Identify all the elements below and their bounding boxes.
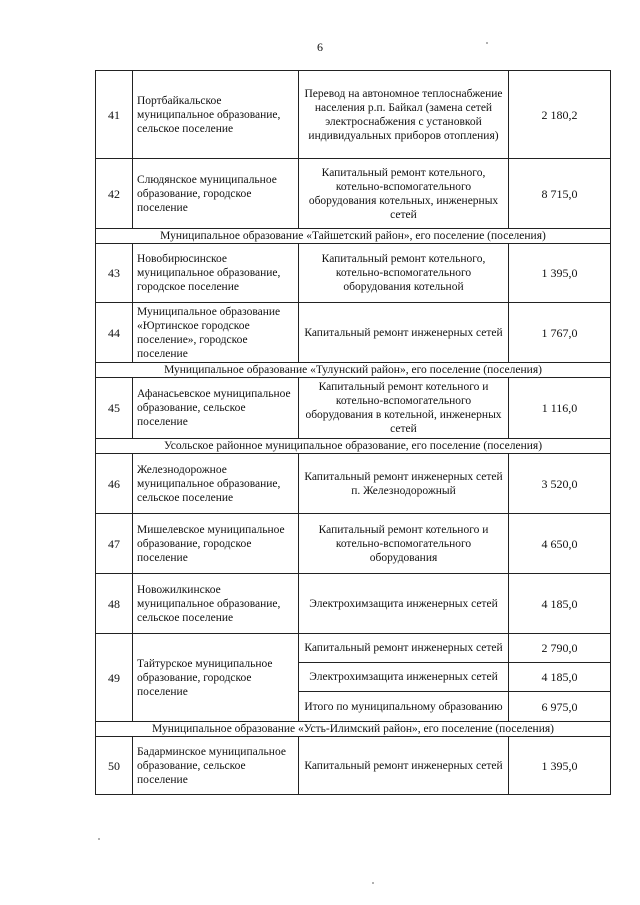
- row-number: 50: [96, 737, 133, 795]
- row-number: 42: [96, 159, 133, 229]
- municipality-name: Бадарминское муниципальное образование, сельское поселение: [133, 737, 299, 795]
- row-number: 44: [96, 303, 133, 363]
- amount: 2 180,2: [509, 71, 611, 159]
- amount: 4 185,0: [509, 574, 611, 634]
- scan-speck: [98, 838, 100, 840]
- municipality-name: Мишелевское муниципальное образование, городское поселение: [133, 514, 299, 574]
- table-row: [96, 244, 611, 303]
- work-description: Капитальный ремонт инженерных сетей: [299, 634, 509, 663]
- amount: 3 520,0: [509, 454, 611, 514]
- row-number: 48: [96, 574, 133, 634]
- funding-table: [95, 70, 611, 795]
- work-description: Перевод на автономное теплоснабжение населения р.п. Байкал (замена сетей электроснабжения с установкой индивидуальных приборов отопления): [299, 71, 509, 159]
- section-header-row: [96, 722, 611, 737]
- work-description: Электрохимзащита инженерных сетей: [299, 574, 509, 634]
- section-title: Муниципальное образование «Тулунский район», его поселение (поселения): [96, 363, 611, 378]
- amount: 1 767,0: [509, 303, 611, 363]
- work-description: Капитальный ремонт котельного, котельно-вспомогательного оборудования котельной: [299, 244, 509, 303]
- municipality-name: Слюдянское муниципальное образование, городское поселение: [133, 159, 299, 229]
- municipality-name: Муниципальное образование «Юртинское городское поселение», городское поселение: [133, 303, 299, 363]
- municipality-name: Новобирюсинское муниципальное образование, городское поселение: [133, 244, 299, 303]
- table-row: [96, 574, 611, 634]
- work-description: Электрохимзащита инженерных сетей: [299, 663, 509, 692]
- table-row: [96, 71, 611, 159]
- row-number: 43: [96, 244, 133, 303]
- total-label: Итого по муниципальному образованию: [299, 692, 509, 722]
- work-description: Капитальный ремонт котельного и котельно-вспомогательного оборудования: [299, 514, 509, 574]
- table-row: [96, 454, 611, 514]
- amount: 4 650,0: [509, 514, 611, 574]
- work-description: Капитальный ремонт котельного, котельно-вспомогательного оборудования котельных, инженерных сетей: [299, 159, 509, 229]
- amount: 4 185,0: [509, 663, 611, 692]
- row-number: 49: [96, 634, 133, 722]
- amount: 1 395,0: [509, 244, 611, 303]
- page-number: 6: [317, 40, 323, 54]
- section-header-row: [96, 439, 611, 454]
- total-amount: 6 975,0: [509, 692, 611, 722]
- work-description: Капитальный ремонт котельного и котельно-вспомогательного оборудования в котельной, инженерных сетей: [299, 378, 509, 439]
- row-number: 45: [96, 378, 133, 439]
- municipality-name: Тайтурское муниципальное образование, городское поселение: [133, 634, 299, 722]
- table-row: [96, 737, 611, 795]
- work-description: Капитальный ремонт инженерных сетей: [299, 303, 509, 363]
- municipality-name: Новожилкинское муниципальное образование, сельское поселение: [133, 574, 299, 634]
- row-number: 41: [96, 71, 133, 159]
- work-description: Капитальный ремонт инженерных сетей п. Железнодорожный: [299, 454, 509, 514]
- scan-speck: [372, 882, 374, 884]
- section-header-row: [96, 363, 611, 378]
- table-row: [96, 514, 611, 574]
- municipality-name: Портбайкальское муниципальное образование, сельское поселение: [133, 71, 299, 159]
- amount: 8 715,0: [509, 159, 611, 229]
- table-row: [96, 378, 611, 439]
- section-title: Муниципальное образование «Тайшетский район», его поселение (поселения): [96, 229, 611, 244]
- section-title: Усольское районное муниципальное образование, его поселение (поселения): [96, 439, 611, 454]
- section-header-row: [96, 229, 611, 244]
- scan-speck: [486, 42, 488, 44]
- municipality-name: Железнодорожное муниципальное образование, сельское поселение: [133, 454, 299, 514]
- table-row: [96, 303, 611, 363]
- amount: 1 395,0: [509, 737, 611, 795]
- amount: 1 116,0: [509, 378, 611, 439]
- section-title: Муниципальное образование «Усть-Илимский район», его поселение (поселения): [96, 722, 611, 737]
- work-description: Капитальный ремонт инженерных сетей: [299, 737, 509, 795]
- municipality-name: Афанасьевское муниципальное образование, сельское поселение: [133, 378, 299, 439]
- table-row: [96, 159, 611, 229]
- amount: 2 790,0: [509, 634, 611, 663]
- table-row: [96, 634, 611, 663]
- row-number: 46: [96, 454, 133, 514]
- row-number: 47: [96, 514, 133, 574]
